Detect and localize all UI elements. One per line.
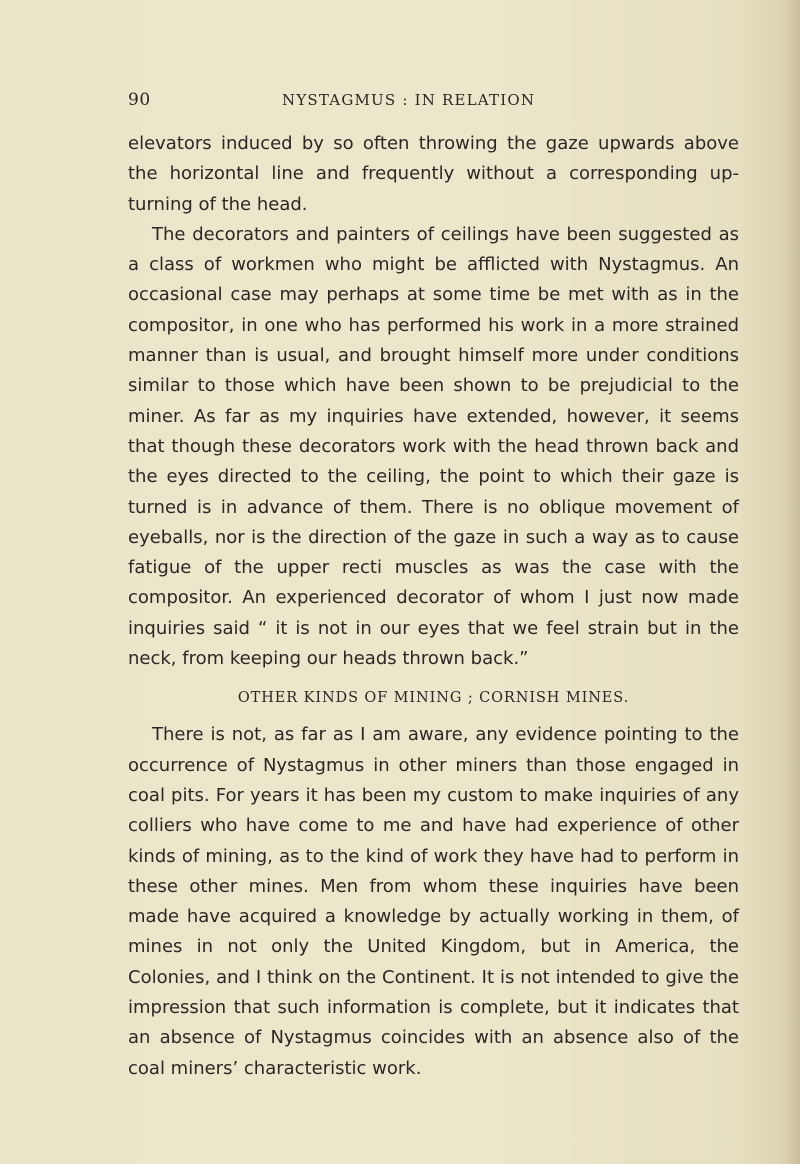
page-header — [128, 90, 738, 118]
running-head: NYSTAGMUS : IN RELATION — [282, 91, 536, 109]
paragraph-continuation: elevators induced by so often throwing the gaze upwards above the horizontal line and frequently without a corresponding up-turning of the head. — [128, 133, 739, 215]
section-heading: OTHER KINDS OF MINING ; CORNISH MINES. — [237, 690, 630, 707]
body-text — [128, 129, 739, 1084]
page-number: 90 — [128, 90, 151, 110]
page-edge-shadow — [782, 0, 800, 1164]
paragraph-decorators: The decorators and painters of ceilings have been suggested as a class of workmen who might be afflicted with Nystagmus. An occasional case may perhaps at some time be met with as in the compositor, in one who has performed his work in a more strained manner than is usual, and brought himself more under conditions similar to those which have been shown to be prejudicial to the miner. As far as my inquiries have extended, however, it seems that though these decorators work with the head thrown back and the eyes directed to the ceiling, the point to which their gaze is turned is in advance of them. There is no oblique movement of eyeballs, nor is the direction of the gaze in such a way as to cause fatigue of the upper recti muscles as was the case with the compositor. An experienced decorator of whom I just now made inquiries said “ it is not in our eyes that we feel strain but in the neck, from keeping our heads thrown back.” — [128, 223, 739, 670]
paragraph-other-mines: There is not, as far as I am aware, any evidence pointing to the occurrence of Nystagmus in other miners than those engaged in coal pits. For years it has been my custom to make inquiries of any colliers who have come to me and have had experience of other kinds of mining, as to the kind of work they have had to perform in these other mines. Men from whom these inquiries have been made have acquired a knowledge by actually working in them, of mines in not only the United Kingdom, but in America, the Colonies, and I think on the Continent. It is not intended to give the impression that such information is complete, but it indicates that an absence of Nystagmus coincides with an absence also of the coal miners’ characteristic work. — [128, 724, 739, 1079]
